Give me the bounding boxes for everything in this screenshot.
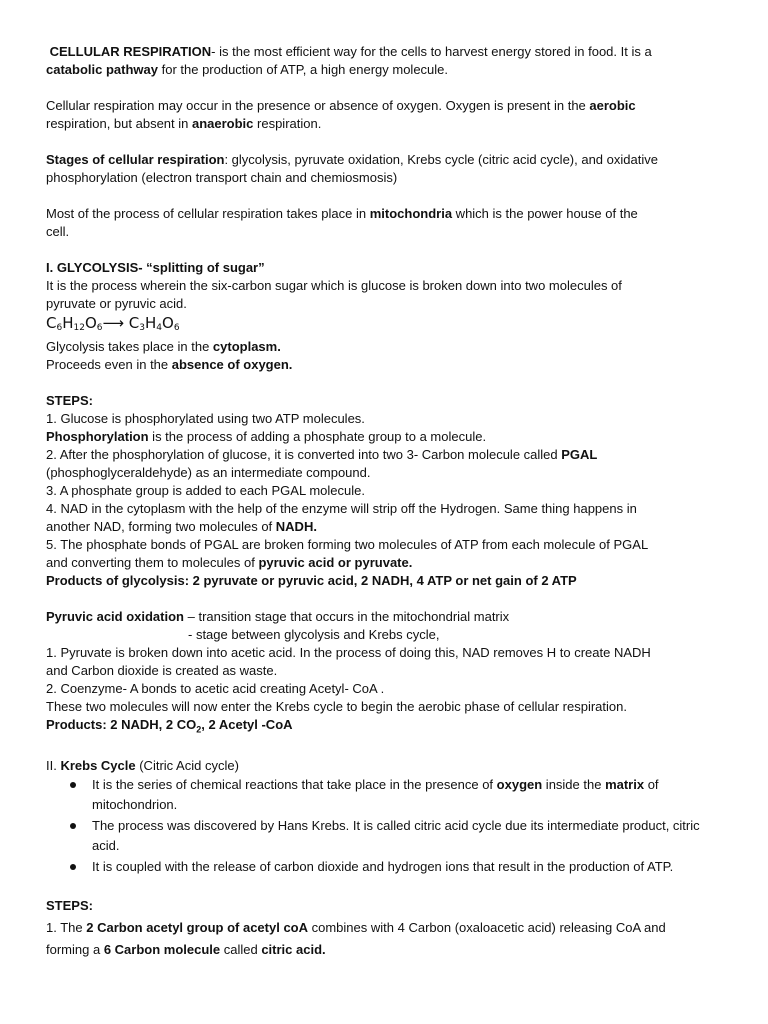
intro-paragraph: CELLULAR RESPIRATION- is the most efficient way for the cells to harvest energy stored in food. It is a catabolic pathway for the production of ATP, a high energy molecule. — [46, 44, 652, 77]
bullet-icon — [70, 823, 76, 829]
pyruvic-section: Pyruvic acid oxidation – transition stage that occurs in the mitochondrial matrix - stage between glycolysis and Krebs cycle, 1. Pyruvate is broken down into acetic acid. In the process of doing this, NAD removes H to create NADH and Carbon dioxide is created as waste. 2. Coenzyme- A bonds to acetic acid creating Acetyl- CoA . These two molecules will now enter the Krebs cycle to begin the aerobic phase of cellular respiration. Products: 2 NADH, 2 $CO_2$, 2 Acetyl -CoA — [46, 609, 651, 735]
krebs-heading: II. Krebs Cycle (Citric Acid cycle) — [46, 757, 239, 773]
bullet-icon — [70, 864, 76, 870]
pyruvic-heading: Pyruvic acid oxidation — [46, 609, 184, 624]
oxygen-paragraph: Cellular respiration may occur in the presence or absence of oxygen. Oxygen is present in the aerobic respiration, but absent in anaerobic respiration. — [46, 98, 636, 131]
mitochondria-paragraph: Most of the process of cellular respiration takes place in mitochondria which is the power house of the cell. — [46, 206, 638, 239]
pyruvic-products: Products: 2 NADH, 2 $CO_2$, 2 Acetyl -CoA — [46, 717, 293, 735]
intro-heading: CELLULAR RESPIRATION — [49, 44, 212, 59]
list-item: The process was discovered by Hans Krebs. It is called citric acid cycle due its intermediate product, citric acid. — [92, 816, 722, 857]
steps-heading: STEPS: — [46, 897, 93, 913]
glycolysis-heading: I. GLYCOLYSIS- “splitting of sugar” — [46, 260, 265, 275]
glycolysis-location: Glycolysis takes place in the cytoplasm. Proceeds even in the absence of oxygen. — [46, 339, 293, 372]
glycolysis-steps: STEPS: 1. Glucose is phosphorylated using two ATP molecules. Phosphorylation is the process of adding a phosphate group to a molecule. 2. After the phosphorylation of glucose, it is converted into two 3- Carbon molecule called PGAL (phosphoglyceraldehyde) as an intermediate compound. 3. A phosphate group is added to each PGAL molecule. 4. NAD in the cytoplasm with the help of the enzyme will strip off the Hydrogen. Same thing happens in another NAD, forming two molecules of NADH. 5. The phosphate bonds of PGAL are broken forming two molecules of ATP from each molecule of PGAL and converting them to molecules of pyruvic acid or pyruvate. Products of glycolysis: 2 pyruvate or pyruvic acid, 2 NADH, 4 ATP or net gain of 2 ATP — [46, 393, 649, 588]
glucose-formula: $C_6H_{12}O_6⟶$ $C_3H_4O_6$ — [46, 314, 180, 333]
stages-paragraph: Stages of cellular respiration: glycolysis, pyruvate oxidation, Krebs cycle (citric acid cycle), and oxidative phosphorylation (electron transport chain and chemiosmosis) — [46, 152, 658, 185]
krebs-bullets — [46, 775, 722, 878]
bullet-icon — [70, 782, 76, 788]
list-item: It is coupled with the release of carbon dioxide and hydrogen ions that result in the production of ATP. — [92, 857, 722, 878]
glycolysis-products: Products of glycolysis: 2 pyruvate or pyruvic acid, 2 NADH, 4 ATP or net gain of 2 ATP — [46, 573, 577, 588]
list-item: It is the series of chemical reactions that take place in the presence of oxygen inside the matrix of mitochondrion. — [92, 775, 722, 816]
steps-heading: STEPS: — [46, 393, 93, 408]
krebs-steps: STEPS: 1. The 2 Carbon acetyl group of acetyl coA combines with 4 Carbon (oxaloacetic acid) releasing CoA and forming a 6 Carbon molecule called citric acid. — [46, 897, 666, 957]
glycolysis-section: I. GLYCOLYSIS- “splitting of sugar” It is the process wherein the six-carbon sugar which is glucose is broken down into two molecules of pyruvate or pyruvic acid. — [46, 260, 622, 311]
